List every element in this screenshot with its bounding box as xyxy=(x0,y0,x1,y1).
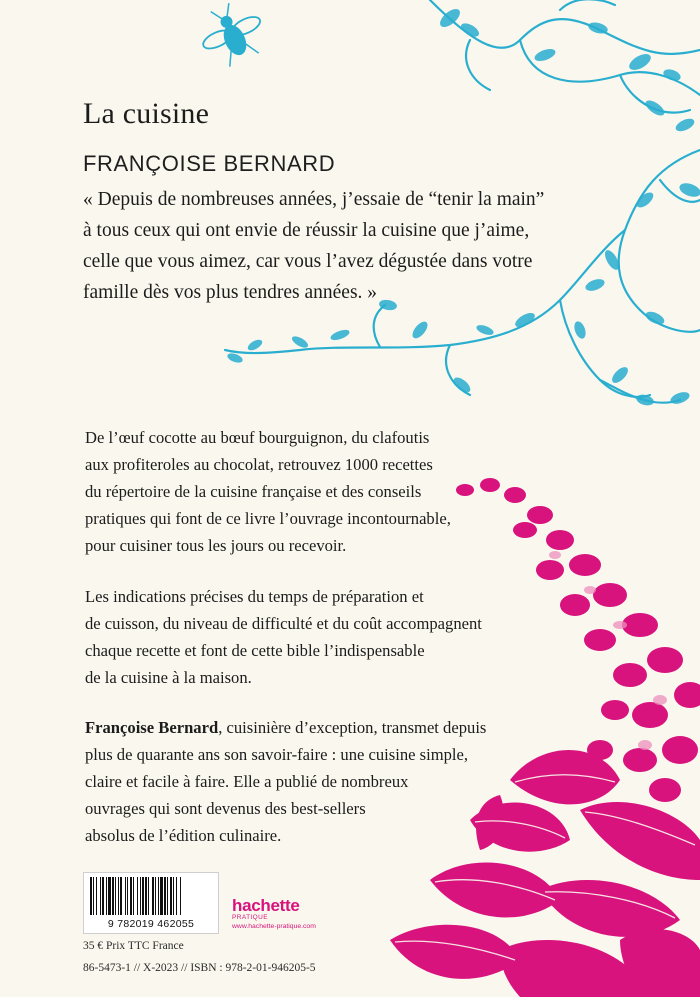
barcode-bar xyxy=(115,877,116,915)
paragraph-line: chaque recette et font de cette bible l’indispensable xyxy=(85,641,425,660)
quote-line: famille dès vos plus tendres années. » xyxy=(83,282,378,303)
barcode-bar xyxy=(120,877,122,915)
barcode-bar xyxy=(118,877,119,915)
barcode-bar xyxy=(142,877,144,915)
quote-line: celle que vous aimez, car vous l’avez dégustée dans votre xyxy=(83,251,533,272)
barcode-bar xyxy=(167,877,168,915)
paragraph-line: pratiques qui font de ce livre l’ouvrage incontournable, xyxy=(85,509,451,528)
barcode-bar xyxy=(173,877,174,915)
paragraph-line: du répertoire de la cuisine française et des conseils xyxy=(85,482,422,501)
barcode-bar xyxy=(125,877,126,915)
barcode-bars xyxy=(90,877,212,915)
description-paragraph-2 xyxy=(85,583,645,691)
barcode-bar xyxy=(102,877,104,915)
barcode-bar xyxy=(127,877,128,915)
paragraph-line: aux profiteroles au chocolat, retrouvez 1000 recettes xyxy=(85,455,433,474)
description-paragraph-1 xyxy=(85,424,645,559)
author-bold-name: Françoise Bernard xyxy=(85,718,219,737)
isbn-codes: 86-5473-1 // X-2023 // ISBN : 978-2-01-946205-5 xyxy=(83,962,316,974)
barcode-bar xyxy=(130,877,132,915)
barcode xyxy=(83,872,219,934)
paragraph-line: absolus de l’édition culinaire. xyxy=(85,826,282,845)
paragraph-line xyxy=(85,714,645,741)
paragraph-line: pour cuisiner tous les jours ou recevoir. xyxy=(85,536,347,555)
paragraph-line: claire et facile à faire. Elle a publié de nombreux xyxy=(85,772,409,791)
author-bio-paragraph xyxy=(85,714,645,849)
barcode-number: 9 782019 462055 xyxy=(107,918,195,930)
barcode-bar xyxy=(90,877,92,915)
barcode-bar xyxy=(96,877,97,915)
barcode-bar xyxy=(176,877,177,915)
author-name: FRANÇOISE BERNARD xyxy=(83,151,336,176)
barcode-bar xyxy=(133,877,134,915)
barcode-bar xyxy=(112,877,114,915)
barcode-bar xyxy=(180,877,181,915)
quote-line: « Depuis de nombreuses années, j’essaie de “tenir la main” xyxy=(83,189,545,210)
barcode-bar xyxy=(93,877,94,915)
barcode-bar xyxy=(108,877,111,915)
barcode-bar xyxy=(155,877,156,915)
paragraph-line: Les indications précises du temps de préparation et xyxy=(85,587,424,606)
publisher-url: www.hachette-pratique.com xyxy=(232,923,316,930)
barcode-bar xyxy=(158,877,159,915)
paragraph-line: plus de quarante ans son savoir-faire : une cuisine simple, xyxy=(85,745,469,764)
publisher-name: hachette xyxy=(232,896,300,915)
barcode-bar xyxy=(145,877,147,915)
barcode-bar xyxy=(100,877,101,915)
paragraph-line: De l’œuf cocotte au bœuf bourguignon, du clafoutis xyxy=(85,428,430,447)
paragraph-line: de la cuisine à la maison. xyxy=(85,668,252,687)
author-quote xyxy=(83,184,643,308)
publisher-sub: PRATIQUE xyxy=(232,914,268,921)
paragraph-line: ouvrages qui sont devenus des best-sellers xyxy=(85,799,366,818)
bio-first-line-rest: , cuisinière d’exception, transmet depuis xyxy=(218,718,487,737)
barcode-bar xyxy=(160,877,163,915)
barcode-bar xyxy=(106,877,107,915)
barcode-bar xyxy=(148,877,149,915)
barcode-bar xyxy=(170,877,172,915)
barcode-bar xyxy=(164,877,166,915)
book-title: La cuisine xyxy=(83,97,210,130)
paragraph-line: de cuisson, du niveau de difficulté et du coût accompagnent xyxy=(85,614,482,633)
barcode-bar xyxy=(140,877,141,915)
quote-line: à tous ceux qui ont envie de réussir la cuisine que j’aime, xyxy=(83,220,530,241)
barcode-bar xyxy=(152,877,154,915)
barcode-bar xyxy=(137,877,138,915)
price: 35 € Prix TTC France xyxy=(83,940,184,952)
bee-illustration xyxy=(192,0,273,73)
publisher-logo xyxy=(232,898,316,931)
